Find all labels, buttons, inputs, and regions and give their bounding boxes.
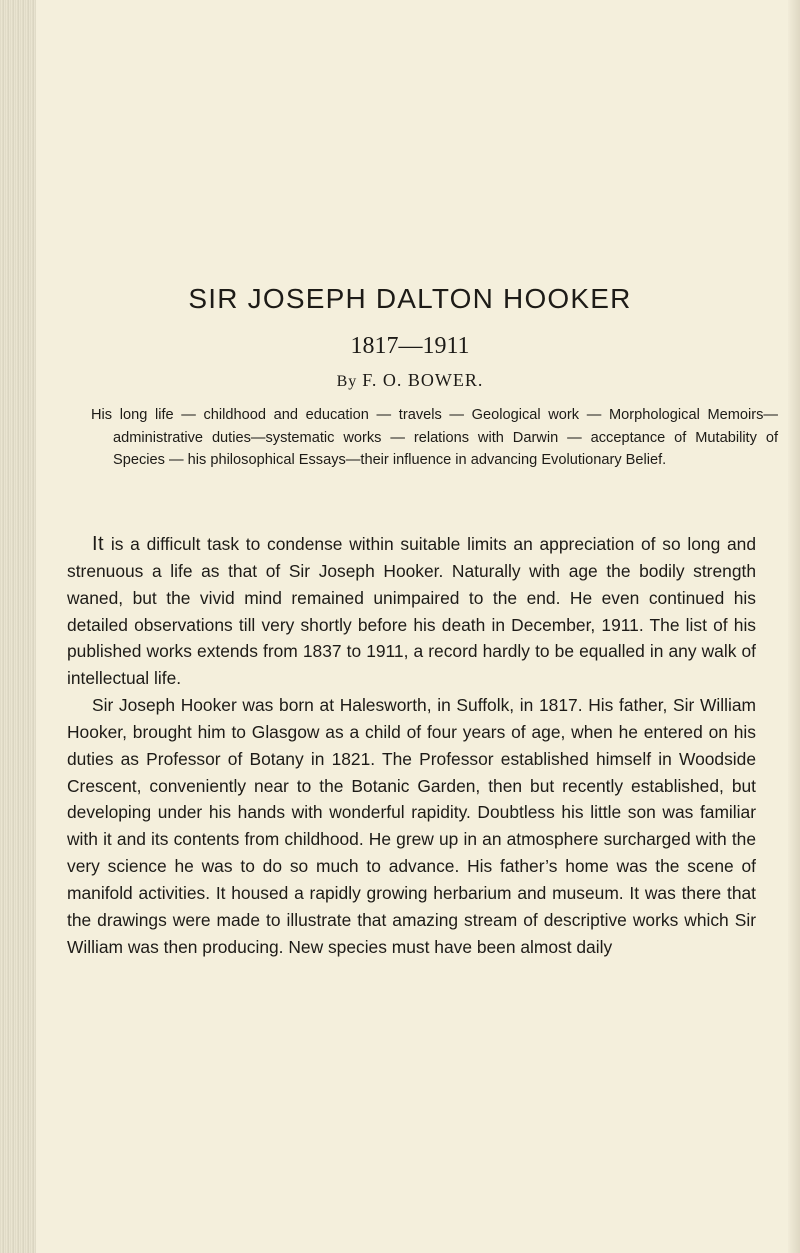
- paragraph-lead-word: It: [92, 533, 105, 555]
- paragraph-text: is a difficult task to condense within suitable limits an appreciation of so long and strenuous a life as that of Sir Joseph Hooker. Naturally with age the bodily strength waned, but the vivid mind remained unimpaired to the end. He even continued his detailed observations till very shortly before his death in December, 1911. The list of his published works extends from 1837 to 1911, a record hardly to be equalled in any walk of intellectual life.: [67, 534, 756, 689]
- byline-prefix: By: [336, 373, 358, 390]
- life-dates: 1817—1911: [350, 333, 470, 359]
- article-title: SIR JOSEPH DALTON HOOKER: [188, 283, 632, 314]
- page-gutter-shadow: [0, 0, 36, 1253]
- article-body: [67, 531, 756, 961]
- paragraph: [67, 531, 756, 692]
- page-edge-shadow: [788, 0, 800, 1253]
- chapter-summary: His long life — childhood and education — travels — Geological work — Morphological Memoirs—administrative duties—systematic works — relations with Darwin — acceptance of Mutability of Species — his philosophical Essays—their influence in advancing Evolutionary Belief.: [91, 407, 778, 468]
- byline-author: F. O. BOWER.: [362, 370, 484, 390]
- byline: [60, 370, 760, 391]
- paragraph: Sir Joseph Hooker was born at Halesworth, in Suffolk, in 1817. His father, Sir William Hooker, brought him to Glasgow as a child of four years of age, when he entered on his duties as Professor of Botany in 1821. The Professor established himself in Woodside Crescent, conveniently near to the Botanic Garden, then but recently established, but developing under his hands with wonderful rapidity. Doubtless his little son was familiar with it and its contents from childhood. He grew up in an atmosphere surcharged with the very science he was to do so much to advance. His father’s home was the scene of manifold activities. It housed a rapidly growing herbarium and museum. It was there that the drawings were made to illustrate that amazing stream of descriptive works which Sir William was then producing. New species must have been almost daily: [67, 695, 756, 957]
